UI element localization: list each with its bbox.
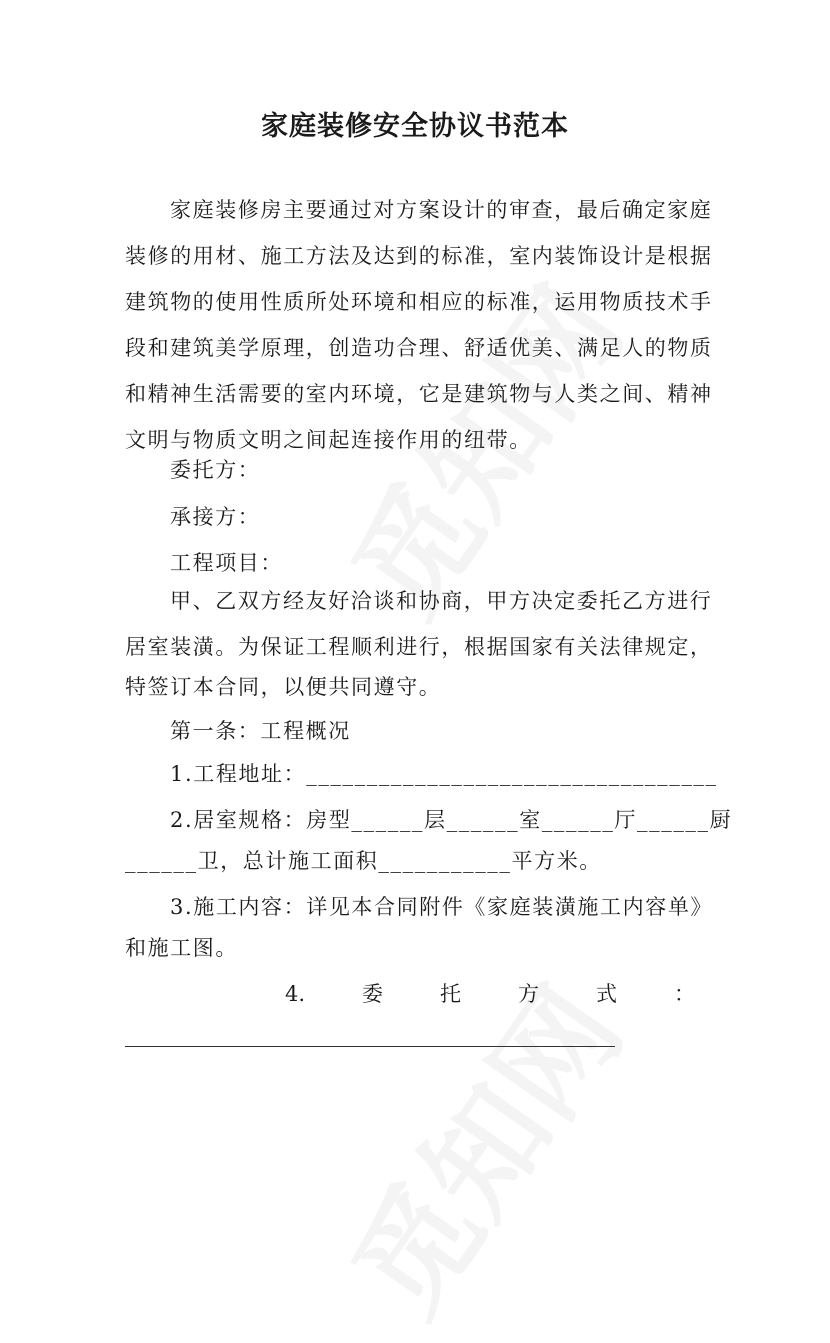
project-label: 工程项目： xyxy=(170,551,283,575)
paragraph-line: 建筑物的使用性质所处环境和相应的标准，运用物质技术手 xyxy=(125,290,713,314)
char: 托 xyxy=(440,982,462,1006)
item-number: 4. xyxy=(285,982,306,1006)
contractor-label: 承接方： xyxy=(170,505,261,529)
item-room-spec-cont: ______卫，总计施工面积___________平方米。 xyxy=(125,849,602,873)
paragraph-line: 装修的用材、施工方法及达到的标准，室内装饰设计是根据 xyxy=(125,244,713,268)
char: 委 xyxy=(362,982,384,1006)
item-room-spec: 2.居室规格：房型______层______室______厅______厨 xyxy=(170,808,733,832)
colon: ： xyxy=(673,982,695,1006)
paragraph-line: 家庭装修房主要通过对方案设计的审查，最后确定家庭 xyxy=(170,198,713,222)
paragraph-line: 段和建筑美学原理，创造功合理、舒适优美、满足人的物质 xyxy=(125,336,713,360)
client-label: 委托方： xyxy=(170,458,261,482)
paragraph-line: 文明与物质文明之间起连接作用的纽带。 xyxy=(125,428,532,452)
item-address: 1.工程地址：__________________________________ xyxy=(170,762,718,786)
document-title: 家庭装修安全协议书范本 xyxy=(261,111,569,142)
item-content: 3.施工内容：详见本合同附件《家庭装潢施工内容单》 xyxy=(170,895,714,919)
item-entrust-method xyxy=(285,979,695,1009)
paragraph-line: 居室装潢。为保证工程顺利进行，根据国家有关法律规定， xyxy=(125,635,713,659)
paragraph-line: 和精神生活需要的室内环境，它是建筑物与人类之间、精神 xyxy=(125,382,713,406)
char: 式 xyxy=(595,982,617,1006)
char: 方 xyxy=(518,982,539,1006)
paragraph-line: 特签订本合同，以便共同遵守。 xyxy=(125,675,442,699)
article-heading: 第一条：工程概况 xyxy=(170,719,351,743)
paragraph-line: 甲、乙双方经友好洽谈和协商，甲方决定委托乙方进行 xyxy=(170,589,713,613)
blank-line xyxy=(125,1046,615,1047)
item-content-cont: 和施工图。 xyxy=(125,936,238,960)
